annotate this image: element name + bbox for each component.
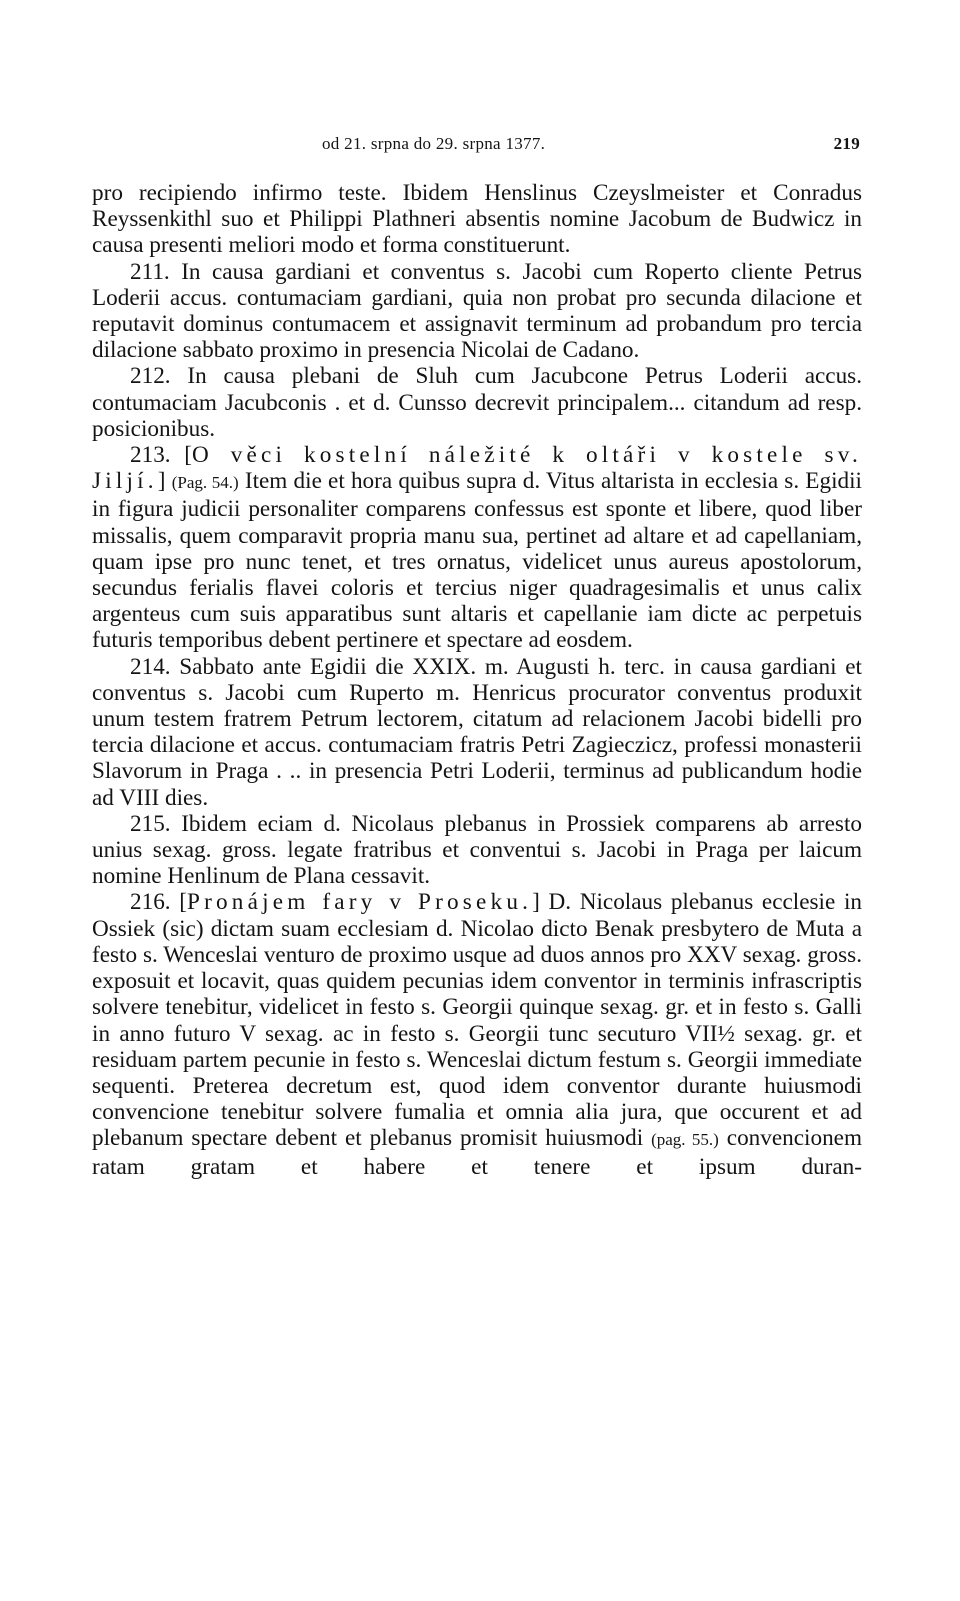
paragraph-text: 213. [ [130, 442, 192, 469]
section-heading-spaced: Pronájem fary v Proseku. [186, 889, 533, 916]
paragraph-212 [92, 363, 862, 442]
paragraph-text: ] [157, 468, 172, 495]
paragraph-text: 214. Sabbato ante Egidii die XXIX. m. Augusti h. terc. in causa gardiani et conventus s. Jacobi cum Ruperto m. Henricus procurator conventus produxit unum testem fratrem Petrum lectorem, citatum ad relacionem Jacobi bidelli pro tercia dilacione et accus. contumaciam fratris Petri Zagieczicz, professi monasterii Slavorum in Praga . .. in presencia Petri Loderii, terminus ad publicandum hodie ad VIII dies. [92, 653, 862, 811]
page-reference: (pag. 55.) [651, 1130, 719, 1150]
document-page [92, 128, 862, 1180]
paragraph-214 [92, 654, 862, 811]
body-text [92, 180, 862, 1180]
page-number: 219 [833, 134, 860, 153]
paragraph-216 [92, 889, 862, 1179]
paragraph-215 [92, 811, 862, 890]
paragraph-text: 211. In causa gardiani et conventus s. Jacobi cum Roperto cliente Petrus Loderii accus. contumaciam gardiani, quia non probat pro secunda dilacione et reputavit dominus contumacem et assignavit terminum ad probandum pro tercia dilacione sabbato proximo in presencia Nicolai de Cadano. [92, 258, 862, 364]
paragraph-text: pro recipiendo infirmo teste. Ibidem Henslinus Czeyslmeister et Conradus Reyssenkithl suo et Philippi Plathneri absentis nomine Jacobum de Budwicz in causa presenti meliori modo et forma constituerunt. [92, 180, 862, 259]
paragraph-intro [92, 180, 862, 259]
paragraph-text: Item die et hora quibus supra d. Vitus altarista in ecclesia s. Egidii in figura judicii personaliter comparens confessus est sponte et libere, quod liber missalis, quem comparavit propria manu sua, pertinet ad altare et ad capellaniam, quam ipse pro nunc tenet, et tres ornatus, videlicet unus aureus apostolorum, secundus ferialis flavei coloris et tercius niger quadragesimalis et unus calix argenteus cum suis apparatibus sunt altaris et capellanie iam dicte ac perpetuis futuris temporibus debent pertinere et spectare ad eosdem. [92, 468, 862, 654]
paragraph-211 [92, 259, 862, 364]
paragraph-text: convencionem ratam gratam et habere et tenere et ipsum duran- [92, 1125, 862, 1180]
paragraph-text: 212. In causa plebani de Sluh cum Jacubcone Petrus Loderii accus. contumaciam Jacubconis . et d. Cunsso decrevit principalem... citandum ad resp. posicionibus. [92, 363, 862, 442]
section-heading-spaced: O věci kostelní náležité k oltáři v kostele sv. Jiljí. [92, 442, 862, 495]
paragraph-text: ] D. Nicolaus plebanus ecclesie in Ossiek (sic) dictam suam ecclesiam d. Nicolao dicto Benak presbytero de Muta a festo s. Wenceslai venturo de proximo usque ad duos annos pro XXV sexag. gross. exposuit et locavit, quas quidem pecunias idem conventor in terminis infrascriptis solvere tenebitur, videlicet in festo s. Georgii quinque sexag. gr. et in festo s. Galli in anno futuro V sexag. ac in festo s. Georgii tunc secuturo VII½ sexag. gr. et residuam partem pecunie in festo s. Wenceslai dictum festum s. Georgii immediate sequenti. Preterea decretum est, quod idem conventor durante huiusmodi convencione tenebitur solvere fumalia et omnia alia jura, que occurent et ad plebanum spectare debent et plebanus promisit huiusmodi [92, 889, 862, 1152]
page-reference: (Pag. 54.) [171, 473, 239, 493]
paragraph-text: 216. [ [130, 889, 187, 916]
running-head [92, 128, 862, 168]
paragraph-text: 215. Ibidem eciam d. Nicolaus plebanus in Prossiek comparens ab arresto unius sexag. gross. legate fratribus et conventui s. Jacobi in Praga per laicum nomine Henlinum de Plana cessavit. [92, 810, 862, 890]
running-head-title: od 21. srpna do 29. srpna 1377. [322, 134, 546, 153]
paragraph-213 [92, 442, 862, 654]
